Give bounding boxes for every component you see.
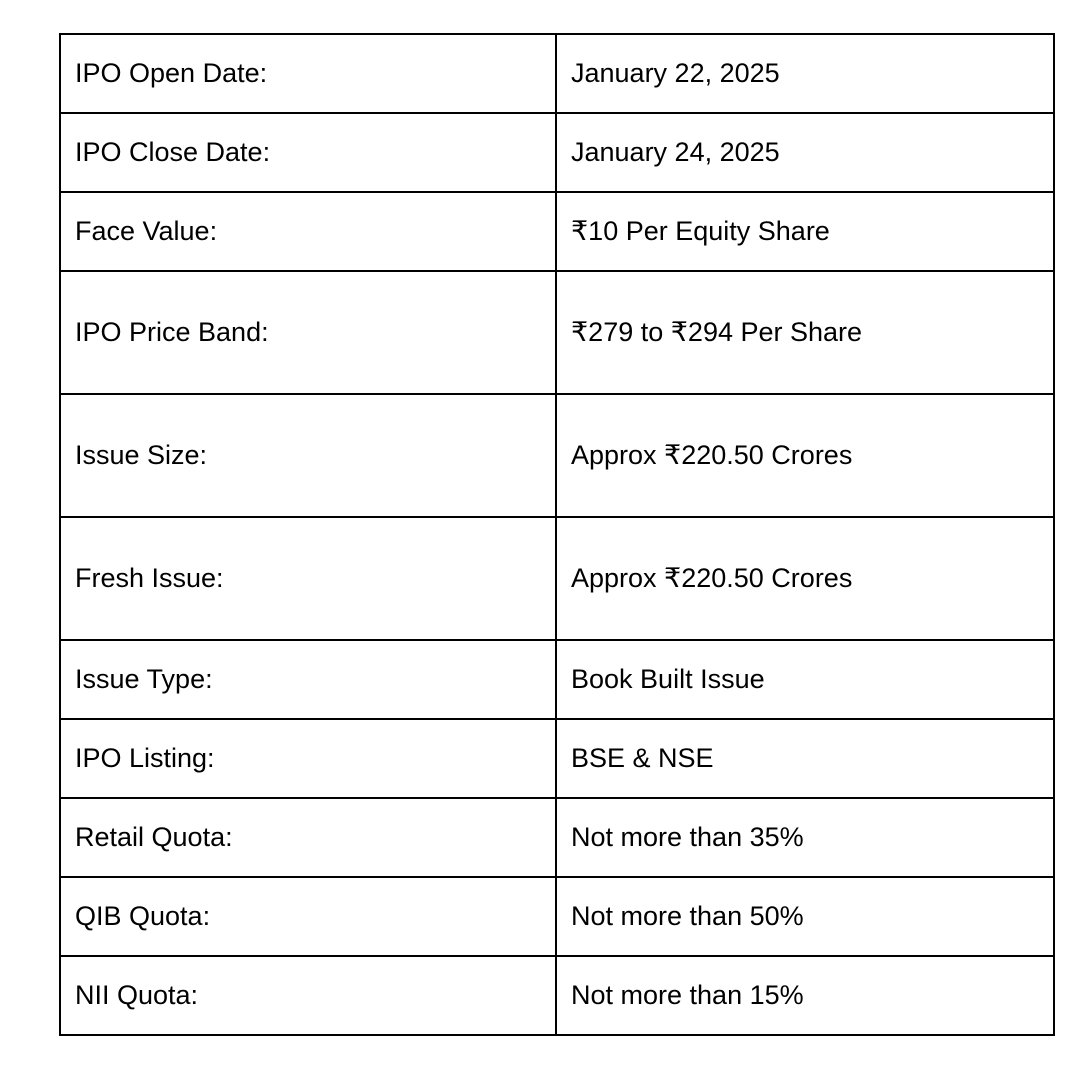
row-label: IPO Price Band:: [60, 271, 556, 394]
row-label: Face Value:: [60, 192, 556, 271]
row-label: Issue Size:: [60, 394, 556, 517]
table-row: [60, 517, 1054, 640]
row-label: Retail Quota:: [60, 798, 556, 877]
table-row: [60, 877, 1054, 956]
table-row: [60, 719, 1054, 798]
row-label: Fresh Issue:: [60, 517, 556, 640]
row-value: January 22, 2025: [556, 34, 1054, 113]
row-value: ₹279 to ₹294 Per Share: [556, 271, 1054, 394]
row-value: Not more than 15%: [556, 956, 1054, 1035]
row-value: Not more than 50%: [556, 877, 1054, 956]
table-row: [60, 394, 1054, 517]
row-label: IPO Open Date:: [60, 34, 556, 113]
row-value: January 24, 2025: [556, 113, 1054, 192]
row-value: Not more than 35%: [556, 798, 1054, 877]
row-label: Issue Type:: [60, 640, 556, 719]
table-row: [60, 798, 1054, 877]
row-value: Approx ₹220.50 Crores: [556, 517, 1054, 640]
table-row: [60, 113, 1054, 192]
row-label: IPO Close Date:: [60, 113, 556, 192]
row-label: NII Quota:: [60, 956, 556, 1035]
row-label: IPO Listing:: [60, 719, 556, 798]
table-row: [60, 34, 1054, 113]
table-row: [60, 956, 1054, 1035]
table-row: [60, 271, 1054, 394]
row-value: BSE & NSE: [556, 719, 1054, 798]
table-row: [60, 192, 1054, 271]
table-row: [60, 640, 1054, 719]
row-label: QIB Quota:: [60, 877, 556, 956]
row-value: ₹10 Per Equity Share: [556, 192, 1054, 271]
row-value: Book Built Issue: [556, 640, 1054, 719]
ipo-details-table: [59, 33, 1055, 1036]
row-value: Approx ₹220.50 Crores: [556, 394, 1054, 517]
